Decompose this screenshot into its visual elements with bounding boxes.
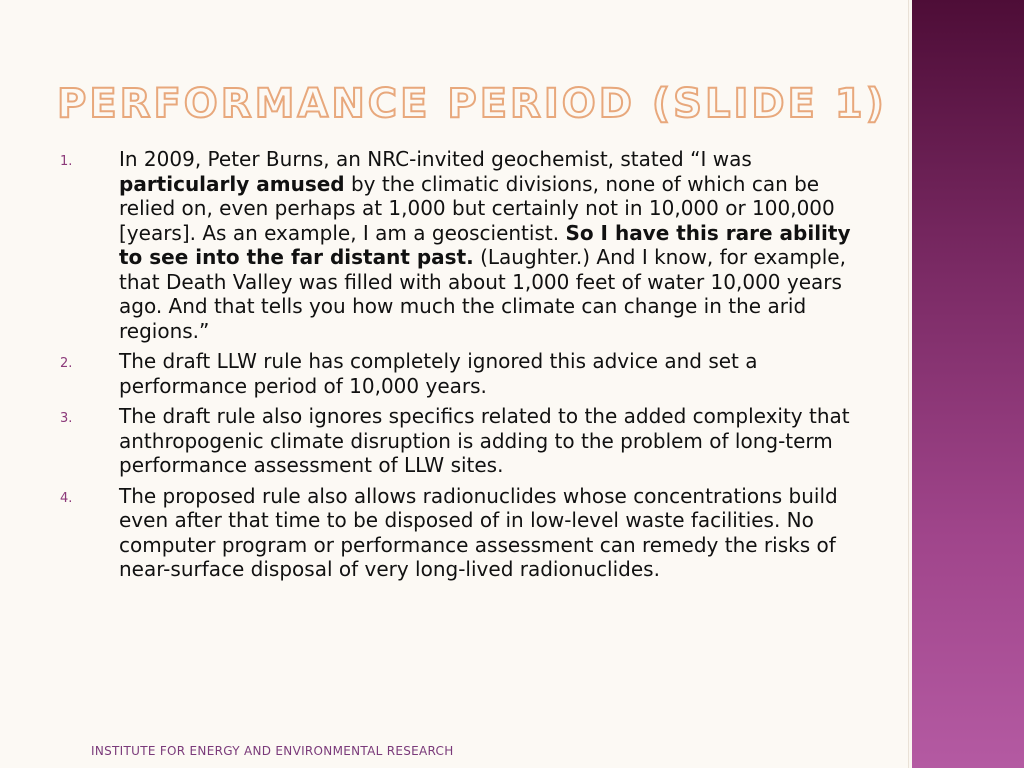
list-item-text: The proposed rule also allows radionuclides whose concentrations build even after that time to be disposed of in low-level waste facilities. No computer program or performance assessment can remedy the risks of near-surface disposal of very long-lived radionuclides. — [119, 483, 838, 581]
text-segment: (Laughter.) And I know, for example, that Death Valley was filled with about 1,000 feet of water 10,000 years ago. And that tells you how much the climate can change in the arid regions.” — [119, 245, 846, 343]
list-item-2 — [60, 349, 860, 398]
slide-title: PERFORMANCE PERIOD (SLIDE 1) — [57, 81, 887, 127]
bold-text: particularly amused — [119, 171, 345, 196]
list-number: 1. — [60, 154, 73, 169]
text-segment: by the climatic divisions, none of which can be relied on, even perhaps at 1,000 but certainly not in 10,000 or 100,000 [years]. As an example, I am a geoscientist. — [119, 171, 835, 245]
slide-footer: INSTITUTE FOR ENERGY AND ENVIRONMENTAL RESEARCH — [91, 744, 454, 758]
list-item-text: The draft LLW rule has completely ignored this advice and set a performance period of 10,000 years. — [119, 349, 758, 398]
numbered-list — [60, 147, 860, 588]
list-item-1 — [60, 147, 860, 343]
text-segment: In 2009, Peter Burns, an NRC-invited geochemist, stated “I was — [119, 147, 752, 171]
list-item-3 — [60, 404, 860, 478]
list-number: 2. — [60, 356, 73, 371]
list-number: 3. — [60, 411, 73, 426]
list-number: 4. — [60, 490, 73, 506]
bold-text: So I have this rare ability to see into the far distant past. — [119, 220, 851, 269]
decorative-sidebar — [912, 0, 1024, 768]
list-item-text: The draft rule also ignores specifics related to the added complexity that anthropogenic climate disruption is adding to the problem of long-term performance assessment of LLW sites. — [119, 404, 850, 477]
list-item-text — [119, 147, 860, 343]
list-item-4 — [60, 484, 860, 582]
